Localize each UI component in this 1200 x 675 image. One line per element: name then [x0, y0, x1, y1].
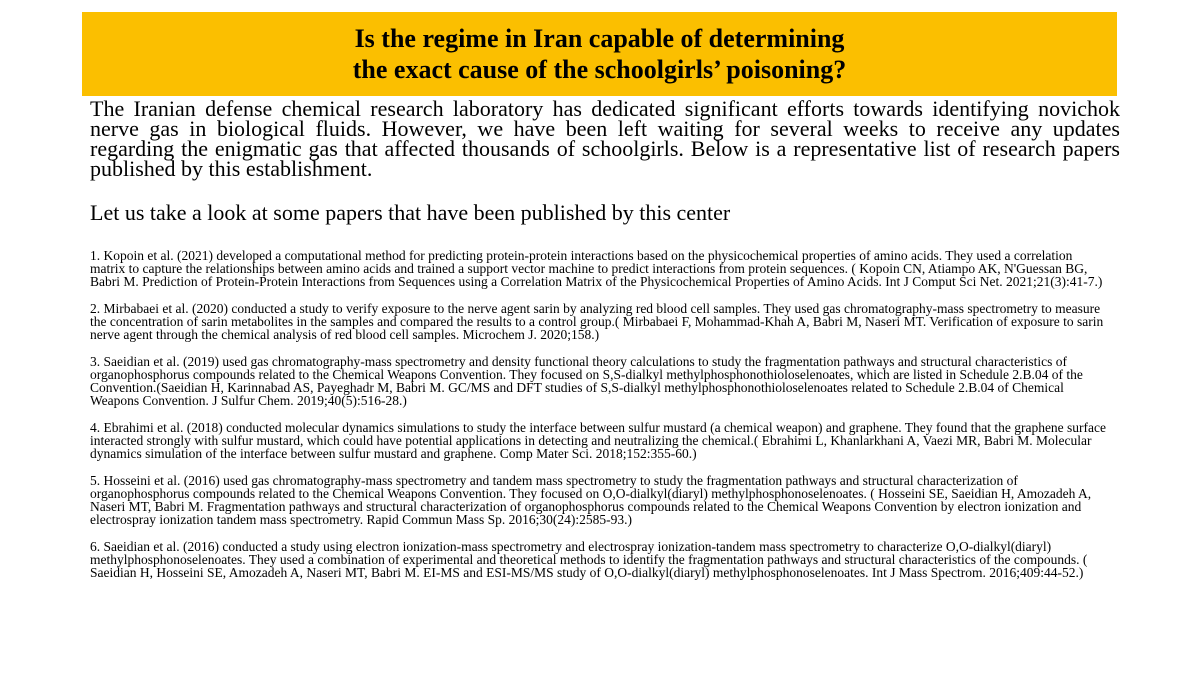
title-line-1: Is the regime in Iran capable of determining [354, 24, 845, 53]
paper-list [90, 235, 1108, 593]
title-banner [82, 12, 1117, 96]
paper-item-6: 6. Saeidian et al. (2016) conducted a study using electron ionization-mass spectrometry and electrospray ionization-tandem mass spectrometry to characterize O,O-dialkyl(diaryl) methylphosphonoselenoates. They used a combination of experimental and theoretical methods to identify the fragmentation pathways and structural characteristics of the compounds. ( Saeidian H, Hosseini SE, Amozadeh A, Naseri MT, Babri M. EI-MS and ESI-MS/MS study of O,O-dialkyl(diaryl) methylphosphonoselenoates. Int J Mass Spectrom. 2016;409:44-52.) [90, 538, 1088, 580]
paper-item-4: 4. Ebrahimi et al. (2018) conducted molecular dynamics simulations to study the interface between sulfur mustard (a chemical weapon) and graphene. They found that the graphene surface interacted strongly with sulfur mustard, which could have potential applications in detecting and neutralizing the chemical.( Ebrahimi L, Khanlarkhani A, Vaezi MR, Babri M. Molecular dynamics simulation of the interface between sulfur mustard and graphene. Comp Mater Sci. 2018;152:355-60.) [90, 419, 1107, 461]
lead-sentence: Let us take a look at some papers that have been published by this center [90, 200, 731, 225]
paper-item-2: 2. Mirbabaei et al. (2020) conducted a study to verify exposure to the nerve agent sarin by analyzing red blood cell samples. They used gas chromatography-mass spectrometry to measure the concentration of sarin metabolites in the samples and compared the results to a control group.( Mirbabaei F, Mohammad-Khah A, Babri M, Naseri MT. Verification of exposure to sarin nerve agent through the chemical analysis of red blood cell samples. Microchem J. 2020;158.) [90, 300, 1104, 342]
intro-paragraph: The Iranian defense chemical research laboratory has dedicated significant efforts towards identifying novichok nerve gas in biological fluids. However, we have been left waiting for several weeks to receive any updates regarding the enigmatic gas that affected thousands of schoolgirls. Below is a representative list of research papers published by this establishment. [90, 96, 1120, 181]
paper-item-5: 5. Hosseini et al. (2016) used gas chromatography-mass spectrometry and tandem mass spectrometry to study the fragmentation pathways and structural characterization of organophosphorus compounds related to the Chemical Weapons Convention. They focused on O,O-dialkyl(diaryl) methylphosphonoselenoates. ( Hosseini SE, Saeidian H, Amozadeh A, Naseri MT, Babri M. Fragmentation pathways and structural characterization of organophosphorus compounds related to the Chemical Weapons Convention by electron ionization and electrospray ionization tandem mass spectrometry. Rapid Commun Mass Sp. 2016;30(24):2585-93.) [90, 472, 1092, 527]
paper-item-3: 3. Saeidian et al. (2019) used gas chromatography-mass spectrometry and density functional theory calculations to study the fragmentation pathways and structural characteristics of organophosphorus compounds related to the Chemical Weapons Convention. They focused on S,S-dialkyl methylphosphonothioloselenoates, which are listed in Schedule 2.B.04 of the Convention.(Saeidian H, Karinnabad AS, Payeghadr M, Babri M. GC/MS and DFT studies of S,S-dialkyl methylphosphonothioloselenoates related to Schedule 2.B.04 of Chemical Weapons Convention. J Sulfur Chem. 2019;40(5):516-28.) [90, 353, 1083, 408]
title-line-2: the exact cause of the schoolgirls’ poisoning? [352, 55, 847, 84]
paper-item-1: 1. Kopoin et al. (2021) developed a computational method for predicting protein-protein interactions based on the physicochemical properties of amino acids. They used a correlation matrix to capture the relationships between amino acids and trained a support vector machine to predict interactions from protein sequences. ( Kopoin CN, Atiampo AK, N'Guessan BG, Babri M. Prediction of Protein-Protein Interactions from Sequences using a Correlation Matrix of the Physicochemical Properties of Amino Acids. Int J Comput Sci Net. 2021;21(3):41-7.) [90, 247, 1103, 289]
